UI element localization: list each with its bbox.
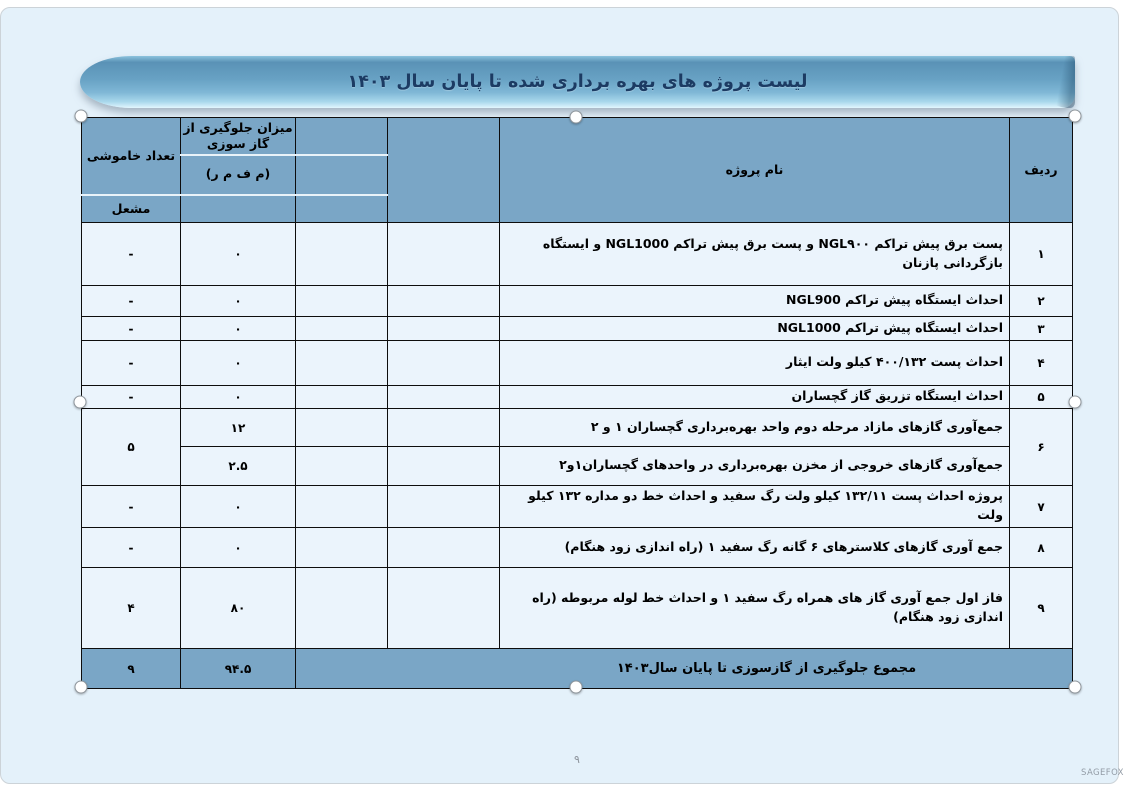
empty-cell[interactable] xyxy=(388,317,500,341)
table-row xyxy=(82,528,1073,568)
empty-cell[interactable] xyxy=(388,409,500,447)
shutdown-count-cell[interactable]: - xyxy=(82,486,181,528)
row-number-cell[interactable]: ۲ xyxy=(1010,286,1073,317)
shutdown-count-cell[interactable]: - xyxy=(82,528,181,568)
prevention-value-cell[interactable]: ۰ xyxy=(181,317,296,341)
table-row xyxy=(82,447,1073,486)
prevention-value-cell[interactable]: ۰ xyxy=(181,223,296,286)
total-prevention-cell[interactable]: ۹۴.۵ xyxy=(181,649,296,689)
header-empty-cell[interactable] xyxy=(296,118,388,155)
empty-cell[interactable] xyxy=(388,486,500,528)
shutdown-count-cell[interactable]: - xyxy=(82,317,181,341)
empty-cell[interactable] xyxy=(296,447,388,486)
project-name-cell[interactable]: پروژه احداث پست ۱۳۲/۱۱ کیلو ولت رگ سفید و احداث خط دو مداره ۱۳۲ کیلو ولت xyxy=(500,486,1010,528)
shutdown-count-cell[interactable]: - xyxy=(82,286,181,317)
table-row xyxy=(82,286,1073,317)
shutdown-count-cell[interactable]: - xyxy=(82,386,181,409)
header-flare-label[interactable]: مشعل xyxy=(82,195,181,223)
prevention-value-cell[interactable]: ۰ xyxy=(181,528,296,568)
project-name-cell[interactable]: جمع‌آوری گازهای خروجی از مخزن بهره‌برداری در واحدهای گچساران۱و۲ xyxy=(500,447,1010,486)
table-row xyxy=(82,341,1073,386)
empty-cell[interactable] xyxy=(296,341,388,386)
shutdown-count-cell[interactable]: ۴ xyxy=(82,568,181,649)
empty-cell[interactable] xyxy=(388,223,500,286)
row-number-cell[interactable]: ۴ xyxy=(1010,341,1073,386)
selection-handle-top-left[interactable] xyxy=(75,110,88,123)
project-name-cell[interactable]: فاز اول جمع آوری گاز های همراه رگ سفید ۱ و احداث خط لوله مربوطه (راه اندازی زود هنگام) xyxy=(500,568,1010,649)
table-row xyxy=(82,409,1073,447)
table-row xyxy=(82,386,1073,409)
selection-handle-bottom-center[interactable] xyxy=(570,681,583,694)
shutdown-count-cell[interactable]: ۵ xyxy=(82,409,181,486)
header-shutdown-col[interactable]: تعداد خاموشی xyxy=(82,118,181,195)
table-row xyxy=(82,223,1073,286)
empty-cell[interactable] xyxy=(296,528,388,568)
selection-handle-bottom-right[interactable] xyxy=(1069,681,1082,694)
row-number-cell[interactable]: ۱ xyxy=(1010,223,1073,286)
total-shutdown-cell[interactable]: ۹ xyxy=(82,649,181,689)
project-name-cell[interactable]: جمع آوری گازهای کلاسترهای ۶ گانه رگ سفید ۱ (راه اندازی زود هنگام) xyxy=(500,528,1010,568)
empty-cell[interactable] xyxy=(296,486,388,528)
row-number-cell[interactable]: ۸ xyxy=(1010,528,1073,568)
project-name-cell[interactable]: پست برق پیش تراکم NGL۹۰۰ و پست برق پیش تراکم NGL1000 و ایستگاه بازگردانی پازنان xyxy=(500,223,1010,286)
empty-cell[interactable] xyxy=(296,409,388,447)
row-number-cell[interactable]: ۳ xyxy=(1010,317,1073,341)
project-name-cell[interactable]: احداث ایستگاه پیش تراکم NGL900 xyxy=(500,286,1010,317)
empty-cell[interactable] xyxy=(296,568,388,649)
empty-cell[interactable] xyxy=(388,568,500,649)
prevention-value-cell[interactable]: ۱۲ xyxy=(181,409,296,447)
project-name-cell[interactable]: احداث ایستگاه پیش تراکم NGL1000 xyxy=(500,317,1010,341)
header-empty-cell[interactable] xyxy=(296,155,388,195)
prevention-value-cell[interactable]: ۰ xyxy=(181,486,296,528)
empty-cell[interactable] xyxy=(296,223,388,286)
prevention-value-cell[interactable]: ۰ xyxy=(181,341,296,386)
shutdown-count-cell[interactable]: - xyxy=(82,341,181,386)
prevention-value-cell[interactable]: ۰ xyxy=(181,286,296,317)
table-row xyxy=(82,317,1073,341)
project-name-cell[interactable]: احداث ایستگاه تزریق گاز گچساران xyxy=(500,386,1010,409)
empty-cell[interactable] xyxy=(388,447,500,486)
prevention-value-cell[interactable]: ۸۰ xyxy=(181,568,296,649)
projects-table[interactable] xyxy=(81,117,1073,689)
header-prevention-unit[interactable]: (م ف م ر) xyxy=(181,155,296,195)
total-label-cell[interactable]: مجموع جلوگیری از گازسوزی تا پایان سال۱۴۰۳ xyxy=(296,649,1073,689)
header-prevention-col[interactable]: میزان جلوگیری از گاز سوزی xyxy=(181,118,296,155)
empty-cell[interactable] xyxy=(296,386,388,409)
header-project-name-col[interactable]: نام پروژه xyxy=(500,118,1010,223)
empty-cell[interactable] xyxy=(296,286,388,317)
row-number-cell[interactable]: ۷ xyxy=(1010,486,1073,528)
selection-handle-bottom-left[interactable] xyxy=(75,681,88,694)
shutdown-count-cell[interactable]: - xyxy=(82,223,181,286)
empty-cell[interactable] xyxy=(388,528,500,568)
table-row xyxy=(82,486,1073,528)
empty-cell[interactable] xyxy=(388,286,500,317)
page-number: ۹ xyxy=(574,753,580,766)
selection-handle-top-right[interactable] xyxy=(1069,110,1082,123)
table-row xyxy=(82,568,1073,649)
row-number-cell[interactable]: ۹ xyxy=(1010,568,1073,649)
selection-handle-middle-right[interactable] xyxy=(1069,396,1082,409)
row-number-cell[interactable]: ۶ xyxy=(1010,409,1073,486)
title-banner[interactable] xyxy=(80,56,1075,108)
slide-title: لیست پروژه های بهره برداری شده تا پایان سال ۱۴۰۳ xyxy=(347,72,808,92)
prevention-value-cell[interactable]: ۲.۵ xyxy=(181,447,296,486)
empty-cell[interactable] xyxy=(296,317,388,341)
header-empty-cell[interactable] xyxy=(296,195,388,223)
header-empty-cell[interactable] xyxy=(181,195,296,223)
empty-cell[interactable] xyxy=(388,386,500,409)
row-number-cell[interactable]: ۵ xyxy=(1010,386,1073,409)
selection-handle-top-center[interactable] xyxy=(570,111,583,124)
prevention-value-cell[interactable]: ۰ xyxy=(181,386,296,409)
project-name-cell[interactable]: جمع‌آوری گازهای مازاد مرحله دوم واحد بهره‌برداری گچساران ۱ و ۲ xyxy=(500,409,1010,447)
project-name-cell[interactable]: احداث پست ۴۰۰/۱۳۲ کیلو ولت ایثار xyxy=(500,341,1010,386)
selection-handle-middle-left[interactable] xyxy=(74,396,87,409)
header-row-col[interactable]: ردیف xyxy=(1010,118,1073,223)
empty-cell[interactable] xyxy=(388,341,500,386)
header-empty-cell[interactable] xyxy=(388,118,500,223)
sagefox-watermark: SAGEFOX xyxy=(1081,768,1124,778)
